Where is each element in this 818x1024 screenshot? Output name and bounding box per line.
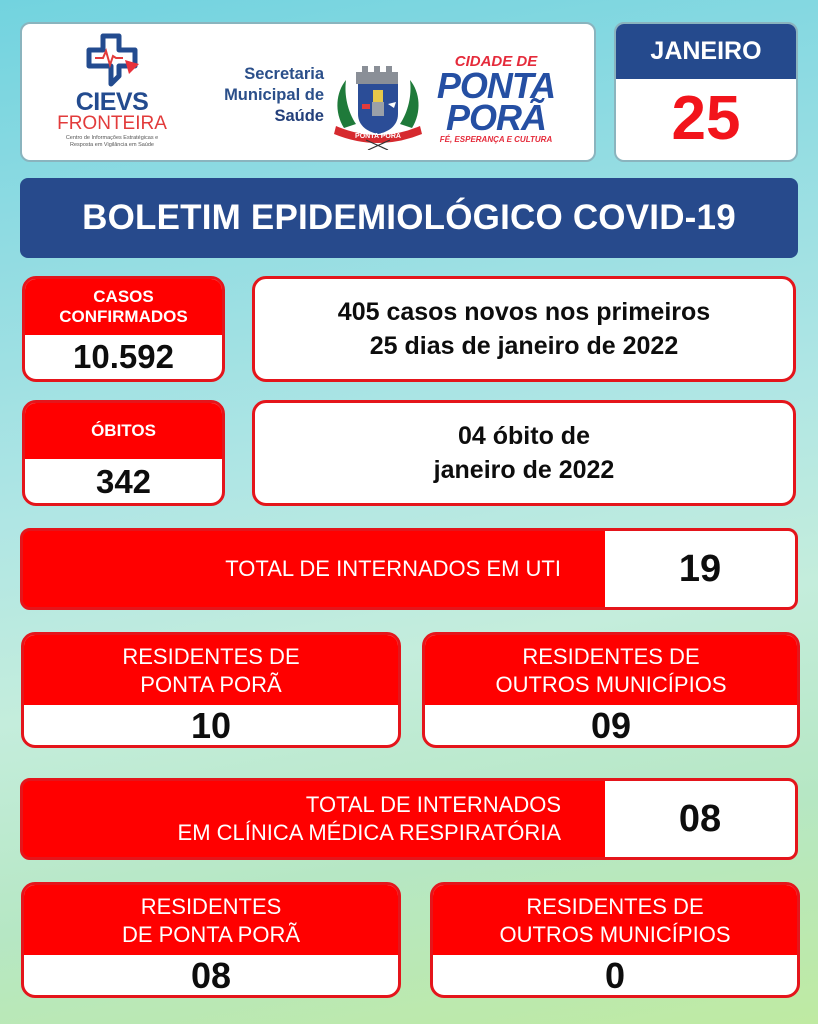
clinic-total-label bbox=[23, 781, 605, 857]
deaths-card bbox=[22, 400, 225, 506]
medical-cross-icon bbox=[81, 32, 143, 90]
city-logo-line-1: PONTA bbox=[436, 65, 556, 106]
icu-residents-other-label bbox=[425, 635, 797, 705]
svg-text:PONTA PORÃ: PONTA PORÃ bbox=[355, 133, 401, 140]
clinic-other-label-line-2: OUTROS MUNICÍPIOS bbox=[499, 922, 731, 947]
confirmed-label-line-1: CASOS bbox=[93, 287, 154, 306]
icu-total-label: TOTAL DE INTERNADOS EM UTI bbox=[225, 556, 561, 581]
city-logo-line-2: PORÃ bbox=[445, 97, 546, 138]
confirmed-cases-note bbox=[252, 276, 796, 382]
icu-other-label-line-1: RESIDENTES DE bbox=[522, 644, 700, 669]
clinic-total-card bbox=[20, 778, 798, 860]
clinic-residents-other-value: 0 bbox=[604, 955, 626, 996]
clinic-other-label-line-1: RESIDENTES DE bbox=[526, 894, 704, 919]
confirmed-note-line-2: 25 dias de janeiro de 2022 bbox=[369, 332, 679, 360]
icu-residents-local-card bbox=[21, 632, 401, 748]
icu-total-value: 19 bbox=[605, 531, 795, 607]
calendar-day: 25 bbox=[671, 84, 741, 153]
icu-total-card bbox=[20, 528, 798, 610]
cievs-region: FRONTEIRA bbox=[57, 113, 167, 134]
clinic-label-line-2: EM CLÍNICA MÉDICA RESPIRATÓRIA bbox=[177, 820, 561, 845]
clinic-total-value: 08 bbox=[605, 781, 795, 857]
cievs-tagline-1: Centro de Informações Estratégicas e bbox=[65, 135, 159, 141]
clinic-residents-other-card bbox=[430, 882, 800, 998]
cievs-logo bbox=[42, 32, 182, 156]
city-logo bbox=[426, 54, 566, 145]
clinic-residents-local-label bbox=[24, 885, 398, 955]
confirmed-note-line-1: 405 casos novos nos primeiros bbox=[337, 298, 711, 326]
deaths-note-line-2: janeiro de 2022 bbox=[433, 456, 615, 484]
cievs-tagline-2: Resposta em Vigilância em Saúde bbox=[70, 142, 154, 148]
confirmed-cases-value: 10.592 bbox=[73, 338, 174, 375]
deaths-note bbox=[252, 400, 796, 506]
icu-residents-local-value: 10 bbox=[190, 705, 232, 746]
icu-local-label-line-2: PONTA PORÃ bbox=[140, 672, 282, 697]
calendar-month: JANEIRO bbox=[616, 24, 796, 79]
city-logo-top: CIDADE DE bbox=[454, 53, 538, 70]
confirmed-label-line-2: CONFIRMADOS bbox=[59, 307, 188, 326]
icu-local-label-line-1: RESIDENTES DE bbox=[122, 644, 300, 669]
deaths-label: ÓBITOS bbox=[25, 403, 222, 459]
deaths-note-line-1: 04 óbito de bbox=[458, 422, 590, 450]
secretaria-logo bbox=[184, 64, 324, 127]
confirmed-cases-card bbox=[22, 276, 225, 382]
coat-of-arms-icon bbox=[330, 52, 426, 150]
deaths-value: 342 bbox=[95, 463, 152, 500]
date-calendar bbox=[614, 22, 798, 162]
clinic-local-label-line-2: DE PONTA PORÃ bbox=[121, 922, 301, 947]
secretaria-line-3: Saúde bbox=[274, 107, 324, 125]
icu-other-label-line-2: OUTROS MUNICÍPIOS bbox=[495, 672, 727, 697]
clinic-residents-other-label bbox=[433, 885, 797, 955]
city-logo-motto: FÉ, ESPERANÇA E CULTURA bbox=[439, 135, 553, 144]
clinic-label-line-1: TOTAL DE INTERNADOS bbox=[305, 792, 561, 817]
icu-residents-local-label bbox=[24, 635, 398, 705]
secretaria-line-2: Municipal de bbox=[224, 86, 324, 104]
cievs-name: CIEVS bbox=[75, 88, 149, 116]
icu-residents-other-card bbox=[422, 632, 800, 748]
secretaria-line-1: Secretaria bbox=[244, 65, 324, 83]
clinic-residents-local-value: 08 bbox=[190, 955, 232, 996]
icu-residents-other-value: 09 bbox=[590, 705, 632, 746]
confirmed-cases-label bbox=[25, 279, 222, 335]
clinic-local-label-line-1: RESIDENTES bbox=[140, 894, 282, 919]
logo-panel bbox=[20, 22, 596, 162]
clinic-residents-local-card bbox=[21, 882, 401, 998]
page-title: BOLETIM EPIDEMIOLÓGICO COVID-19 bbox=[20, 178, 798, 258]
